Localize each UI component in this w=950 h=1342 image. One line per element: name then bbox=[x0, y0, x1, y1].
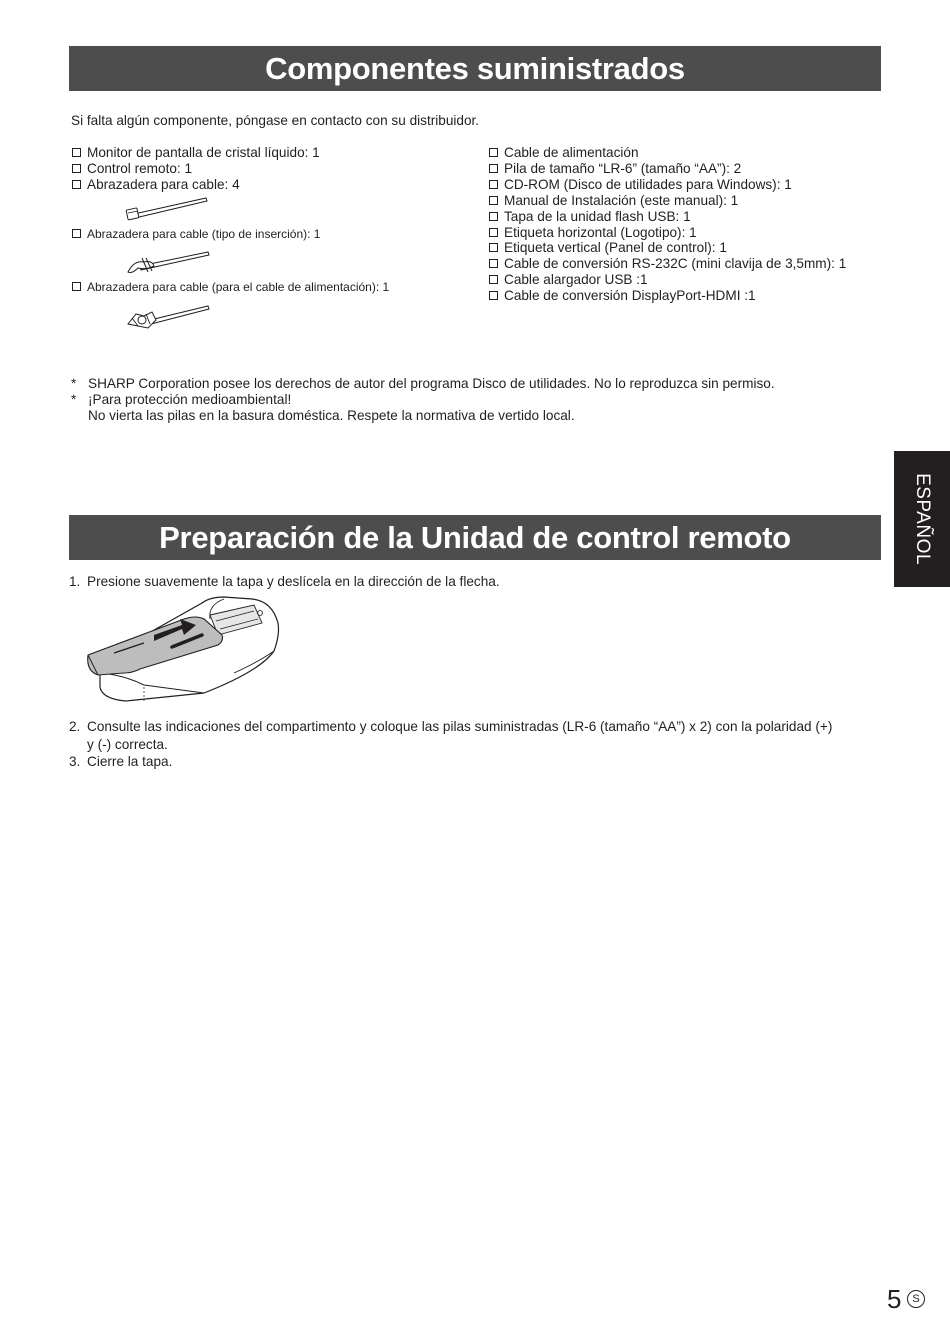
list-item: Cable de conversión RS-232C (mini clavija de 3,5mm): 1 bbox=[489, 256, 846, 272]
insertion-clamp-icon bbox=[124, 246, 210, 278]
checkbox-icon bbox=[489, 275, 498, 284]
checkbox-icon bbox=[489, 148, 498, 157]
step-1: 1. Presione suavemente la tapa y deslícela en la dirección de la flecha. bbox=[69, 574, 500, 589]
list-item: Etiqueta horizontal (Logotipo): 1 bbox=[489, 225, 846, 241]
section-title-remote: Preparación de la Unidad de control remoto bbox=[69, 515, 881, 560]
left-items-list bbox=[72, 145, 320, 193]
step-3: 3. Cierre la tapa. bbox=[69, 754, 173, 769]
language-mark: S bbox=[907, 1290, 925, 1308]
right-items-list bbox=[489, 145, 846, 304]
checkbox-icon bbox=[72, 164, 81, 173]
list-item: Manual de Instalación (este manual): 1 bbox=[489, 193, 846, 209]
checkbox-icon bbox=[489, 291, 498, 300]
remote-control-illustration bbox=[84, 595, 284, 707]
list-item: CD-ROM (Disco de utilidades para Windows): 1 bbox=[489, 177, 846, 193]
list-item: Cable de alimentación bbox=[489, 145, 846, 161]
checkbox-icon bbox=[72, 148, 81, 157]
checkbox-icon bbox=[489, 259, 498, 268]
list-item: Cable alargador USB :1 bbox=[489, 272, 846, 288]
checkbox-icon bbox=[489, 212, 498, 221]
list-item: Cable de conversión DisplayPort-HDMI :1 bbox=[489, 288, 846, 304]
language-tab: ESPAÑOL bbox=[894, 451, 950, 587]
checkbox-icon bbox=[489, 228, 498, 237]
list-item: Tapa de la unidad flash USB: 1 bbox=[489, 209, 846, 225]
list-item: Monitor de pantalla de cristal líquido: 1 bbox=[72, 145, 320, 161]
list-item: Pila de tamaño “LR-6” (tamaño “AA”): 2 bbox=[489, 161, 846, 177]
page-number: 5 bbox=[887, 1284, 902, 1314]
cable-tie-icon bbox=[124, 194, 210, 226]
checkbox-icon bbox=[489, 196, 498, 205]
clamp-insertion-label: Abrazadera para cable (tipo de inserción): 1 bbox=[72, 227, 320, 242]
list-item: Control remoto: 1 bbox=[72, 161, 320, 177]
clamp-power-label: Abrazadera para cable (para el cable de alimentación): 1 bbox=[72, 280, 389, 295]
section-title-components: Componentes suministrados bbox=[69, 46, 881, 91]
power-cable-clamp-icon bbox=[124, 298, 210, 332]
step-2: 2. Consulte las indicaciones del compartimento y coloque las pilas suministradas (LR-6 (tamaño “AA”) x 2) con la polaridad (+) bbox=[69, 719, 833, 734]
checkbox-icon bbox=[489, 164, 498, 173]
checkbox-icon bbox=[72, 229, 81, 238]
list-item: Abrazadera para cable: 4 bbox=[72, 177, 320, 193]
checkbox-icon bbox=[72, 180, 81, 189]
step-2-continued: y (-) correcta. bbox=[87, 737, 168, 752]
list-item: Etiqueta vertical (Panel de control): 1 bbox=[489, 240, 846, 256]
checkbox-icon bbox=[489, 180, 498, 189]
checkbox-icon bbox=[72, 282, 81, 291]
intro-text: Si falta algún componente, póngase en contacto con su distribuidor. bbox=[71, 113, 480, 128]
checkbox-icon bbox=[489, 243, 498, 252]
